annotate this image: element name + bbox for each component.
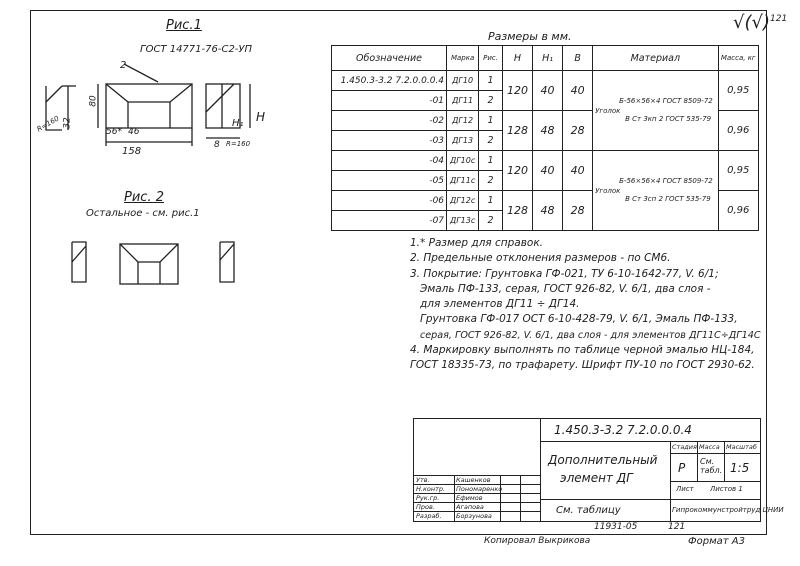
dim-8: 8 [214,140,220,150]
doc-material: См. таблицу [556,505,621,516]
col-fig: Рис. [479,46,503,71]
table-cell: 0,96 [718,191,758,231]
copied-by: Копировал Выкрикова [484,536,591,546]
table-cell: ДГ12с [447,191,479,211]
format-label: Формат А3 [688,536,745,547]
table-cell: 48 [533,191,563,231]
table-cell: -02 [332,111,447,131]
table-cell: 2 [479,211,503,231]
spec-table [331,45,759,231]
org-name: Гипрокоммунстройтруд ЦНИИ [672,506,784,514]
table-cell: 0,95 [718,151,758,191]
person-role: Н.контр. [416,485,446,493]
table-cell: ДГ11 [447,91,479,111]
col-material: Материал [593,46,718,71]
table-cell: 1 [479,191,503,211]
figure2-title: Рис. 2 [124,190,164,205]
dim-56: 56* [106,127,122,137]
roughness-mark: √(√) [733,12,770,33]
figure2-subtitle: Остальное - см. рис.1 [86,208,200,219]
figure1-drawing [28,52,328,172]
table-cell: -04 [332,151,447,171]
archive-sheet: 121 [668,522,686,532]
material-prefix: Уголок [595,107,621,115]
col-code: Обозначение [332,46,447,71]
table-cell: 40 [563,151,593,191]
sheet-label: Лист [676,485,694,493]
table-cell: 0,96 [718,111,758,151]
note-line: для элементов ДГ11 ÷ ДГ14. [420,298,580,311]
material-line2: В Ст 3кп 2 ГОСТ 535-79 [625,115,712,123]
table-cell: 1 [479,151,503,171]
sheets-label: Листов 1 [710,485,743,493]
table-row [332,71,759,91]
table-cell: 28 [563,111,593,151]
sheet-number: 121 [770,14,788,24]
material-line1: Б-56×56×4 ГОСТ 8509-72 [619,97,713,105]
table-cell: ДГ11с [447,171,479,191]
table-cell: 40 [533,151,563,191]
mass-value: См. табл. [700,457,723,475]
person-name: Агапова [456,503,484,511]
material-prefix: Уголок [595,187,621,195]
note-line: серая, ГОСТ 926-82, V. 6/1, два слоя - для элементов ДГ11С÷ДГ14С [420,329,761,341]
table-cell: 2 [479,91,503,111]
table-cell: -03 [332,131,447,151]
person-role: Утв. [416,476,430,484]
col-b: B [563,46,593,71]
table-cell: 40 [533,71,563,111]
table-cell: 1 [479,111,503,131]
note-line: 4. Маркировку выполнять по таблице черной эмалью НЦ-184, [410,344,755,357]
person-role: Разраб. [416,512,442,520]
table-cell: 120 [502,151,532,191]
person-name: Борзунова [456,512,492,520]
dim-158: 158 [122,146,142,157]
material-cell [593,151,718,231]
doc-title-1: Дополнительный [548,453,658,467]
table-row [332,151,759,171]
note-line: Грунтовка ГФ-017 ОСТ 6-10-428-79, V. 6/1, Эмаль ПФ-133, [420,313,738,326]
table-caption: Размеры в мм. [488,30,572,43]
note-line: 3. Покрытие: Грунтовка ГФ-021, ТУ 6-10-1642-77, V. 6/1; [410,267,719,280]
stage-header: Стадия [672,443,697,451]
person-name: Пономаренко [456,485,503,493]
table-cell: 2 [479,171,503,191]
note-line: Эмаль ПФ-133, серая, ГОСТ 926-82, V. 6/1, два слоя - [420,282,711,295]
table-cell: ДГ10 [447,71,479,91]
col-mass: Масса, кг [718,46,758,71]
doc-code: 1.450.3-3.2 7.2.0.0.0.4 [554,423,692,437]
notes [410,236,770,374]
col-h: H [502,46,532,71]
figure1-leader: 2 [120,60,127,71]
person-role: Рук.гр. [416,494,440,502]
mass-header: Масса [699,443,720,451]
table-cell: ДГ13 [447,131,479,151]
note-line: ГОСТ 18335-73, по трафарету. Шрифт ПУ-10 по ГОСТ 2930-62. [410,359,755,372]
dim-32: 32 [62,117,73,129]
material-line1: Б-56×56×4 ГОСТ 8509-72 [619,177,713,185]
figure2-drawing [60,236,260,286]
table-cell: ДГ10с [447,151,479,171]
title-block [413,418,784,522]
dim-r160-right: R=160 [226,140,251,148]
scale-header: Масштаб [726,443,757,451]
table-cell: -05 [332,171,447,191]
table-cell: 40 [563,71,593,111]
table-cell: 120 [502,71,532,111]
table-cell: 2 [479,131,503,151]
person-role: Пров. [416,503,435,511]
table-cell: -01 [332,91,447,111]
table-cell: 0,95 [718,71,758,111]
scale-value: 1:5 [730,461,750,475]
table-cell: 48 [533,111,563,151]
col-mark: Марка [447,46,479,71]
table-cell: 128 [502,191,532,231]
table-cell: ДГ13с [447,211,479,231]
material-line2: В Ст 3сп 2 ГОСТ 535-79 [625,195,711,203]
material-cell [593,71,718,151]
dim-46: 46 [128,127,140,137]
person-name: Ефимов [456,494,483,502]
note-line: 1.* Размер для справок. [410,237,543,249]
table-cell: 1 [479,71,503,91]
stage-value: Р [678,461,686,475]
person-name: Кашенков [456,476,491,484]
table-cell: -07 [332,211,447,231]
table-cell: 28 [563,191,593,231]
archive-number: 11931-05 [594,522,638,532]
figure1-gost: ГОСТ 14771-76-С2-УП [140,44,253,55]
dim-r160-left: R=160 [35,114,61,134]
figure1-title: Рис.1 [166,18,202,33]
doc-title-2: элемент ДГ [560,471,633,485]
table-cell: ДГ12 [447,111,479,131]
dim-h1: H₁ [232,118,244,129]
dim-h: H [256,110,266,124]
col-h1: H₁ [533,46,563,71]
dim-80: 80 [88,95,99,107]
table-cell: 1.450.3-3.2 7.2.0.0.0.4 [332,71,447,91]
note-line: 2. Предельные отклонения размеров - по СМ6. [410,252,671,265]
table-cell: -06 [332,191,447,211]
table-cell: 128 [502,111,532,151]
